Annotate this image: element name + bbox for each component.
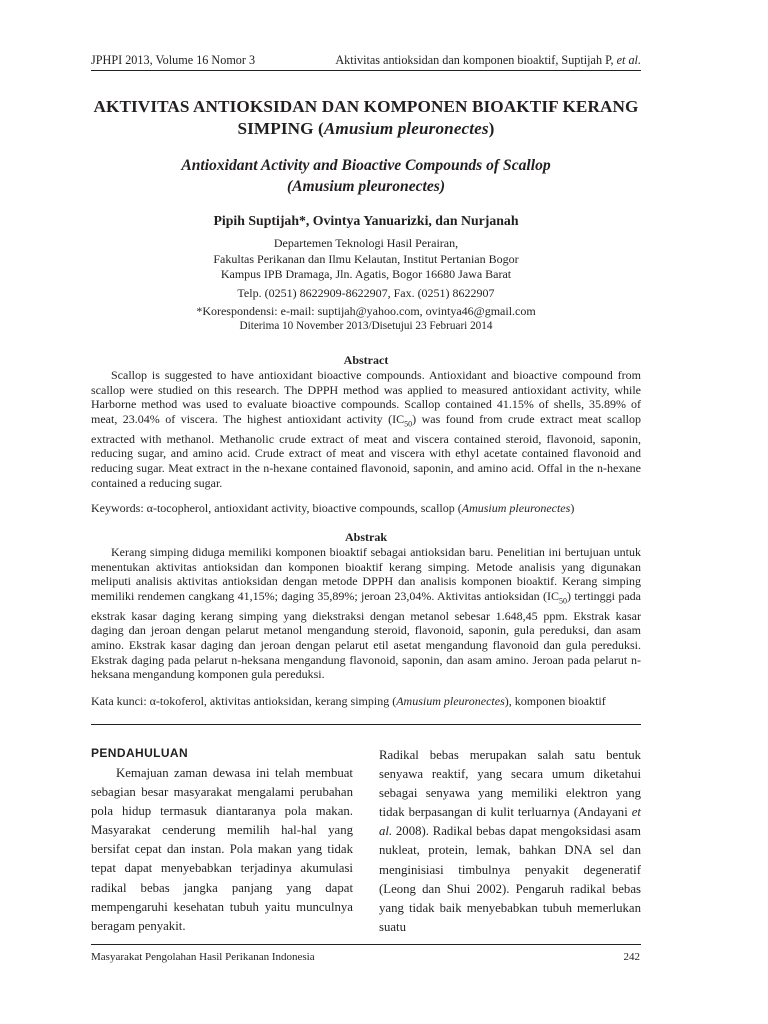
abstract-text: Scallop is suggested to have antioxidant bioactive compounds. Antioxidant and bioactive compound from scallop were studied on this research. The DPPH method was applied to measured antioxidant activity, while Harborne method was used to evaluate bioactive compounds. Scallop contained 41.15% of shells, 35.89% of meat, 23.04% of viscera. The highest antioxidant activity $(IC_{50})$ was found from crude extract meat scallop extracted with methanol. Methanolic crude extract of meat and viscera contained steroid, flavonoid, saponin, reducing sugar, and amino acid. Crude extract of meat and viscera with ethyl acetate contained flavonoid and reducing sugar. Meat extract in the n-hexane contained flavonoid, saponin, and amino acid. Offal in the n-hexane contained a reducing sugar. [91,368,641,490]
page-number: 242 [623,951,640,963]
section-divider [91,724,641,725]
section-heading: PENDAHULUAN [91,746,189,760]
affiliation-faculty: Fakultas Perikanan dan Ilmu Kelautan, Institut Pertanian Bogor [213,252,519,266]
keywords: Keywords: α-tocopherol, antioxidant activity, bioactive compounds, scallop (Amusium pleuronectes) [91,501,575,515]
correspondence-email: *Korespondensi: e-mail: suptijah@yahoo.com, ovintya46@gmail.com [196,304,536,318]
abstrak-heading: Abstrak [344,530,387,544]
abstrak-text: Kerang simping diduga memiliki komponen bioaktif sebagai antioksidan baru. Penelitian ini bertujuan untuk menentukan aktivitas antioksidan dan komponen bioaktif kerang simping. Metode analisis yang digunakan meliputi analisis aktivitas antioksidan dengan metode DPPH dan analisis komponen bioaktif. Kerang simping memiliki rendemen cangkang 41,15%; daging 35,89%; jeroan 23,04%. Aktivitas antioksidan $(IC_{50})$ tertinggi pada ekstrak kasar daging kerang simping yang diekstraksi dengan metanol sebesar 1.648,45 ppm. Ekstrak kasar daging dan jeroan dengan pelarut metanol mengandung steroid, flavonoid, saponin, gula pereduksi, dan asam amino. Ekstrak kasar daging dan jeroan dengan pelarut etil asetat mengandung flavonoid dan gula pereduksi. Ekstrak daging pada pelarut n-heksana mengandung flavonoid, saponin, dan asam amino. Jeroan pada pelarut n-heksana mengandung komponen gula pereduksi. [91,545,641,682]
paper-title: AKTIVITAS ANTIOKSIDAN DAN KOMPONEN BIOAKTIF KERANG SIMPING (Amusium pleuronectes) [93,97,639,138]
running-header-short-title: Aktivitas antioksidan dan komponen bioaktif, Suptijah P, et al. [335,53,641,67]
affiliation-address: Kampus IPB Dramaga, Jln. Agatis, Bogor 16680 Jawa Barat [220,267,512,281]
abstract-heading: Abstract [343,353,389,367]
affiliation-phone: Telp. (0251) 8622909-8622907, Fax. (0251) 8622907 [237,286,495,300]
kata-kunci: Kata kunci: α-tokoferol, aktivitas antioksidan, kerang simping (Amusium pleuronectes), komponen bioaktif [91,694,606,708]
running-header-journal: JPHPI 2013, Volume 16 Nomor 3 [91,53,256,67]
authors: Pipih Suptijah*, Ovintya Yanuarizki, dan Nurjanah [213,213,519,228]
body-left-column: Kemajuan zaman dewasa ini telah membuat sebagian besar masyarakat mengalami perubahan pola hidup termasuk diantaranya pola makan. Masyarakat cenderung memilih hal-hal yang bersifat cepat dan instan. Pola makan yang tidak tepat dapat menyebabkan terjadinya akumulasi radikal bebas jangka panjang yang dapat mempengaruhi kesehatan tubuh yaitu munculnya beragam penyakit. [91,766,353,933]
header-rule [91,70,641,71]
affiliation-dept: Departemen Teknologi Hasil Perairan, [273,236,459,250]
footer-journal: Masyarakat Pengolahan Hasil Perikanan Indonesia [91,951,315,963]
footer-rule [91,944,641,945]
paper-subtitle: Antioxidant Activity and Bioactive Compounds of Scallop (Amusium pleuronectes) [181,157,551,195]
received-accepted-dates: Diterima 10 November 2013/Disetujui 23 Februari 2014 [239,320,493,332]
body-right-column: Radikal bebas merupakan salah satu bentuk senyawa reaktif, yang secara umum diketahui sebagai senyawa yang memiliki elektron yang tidak berpasangan di kulit terluarnya (Andayani et al. 2008). Radikal bebas dapat mengoksidasi asam nukleat, protein, lemak, bahkan DNA sel dan menginisiasi timbulnya penyakit degeneratif (Leong dan Shui 2002). Pengaruh radikal bebas yang tidak baik menyebabkan tubuh memerlukan suatu [379,748,641,934]
